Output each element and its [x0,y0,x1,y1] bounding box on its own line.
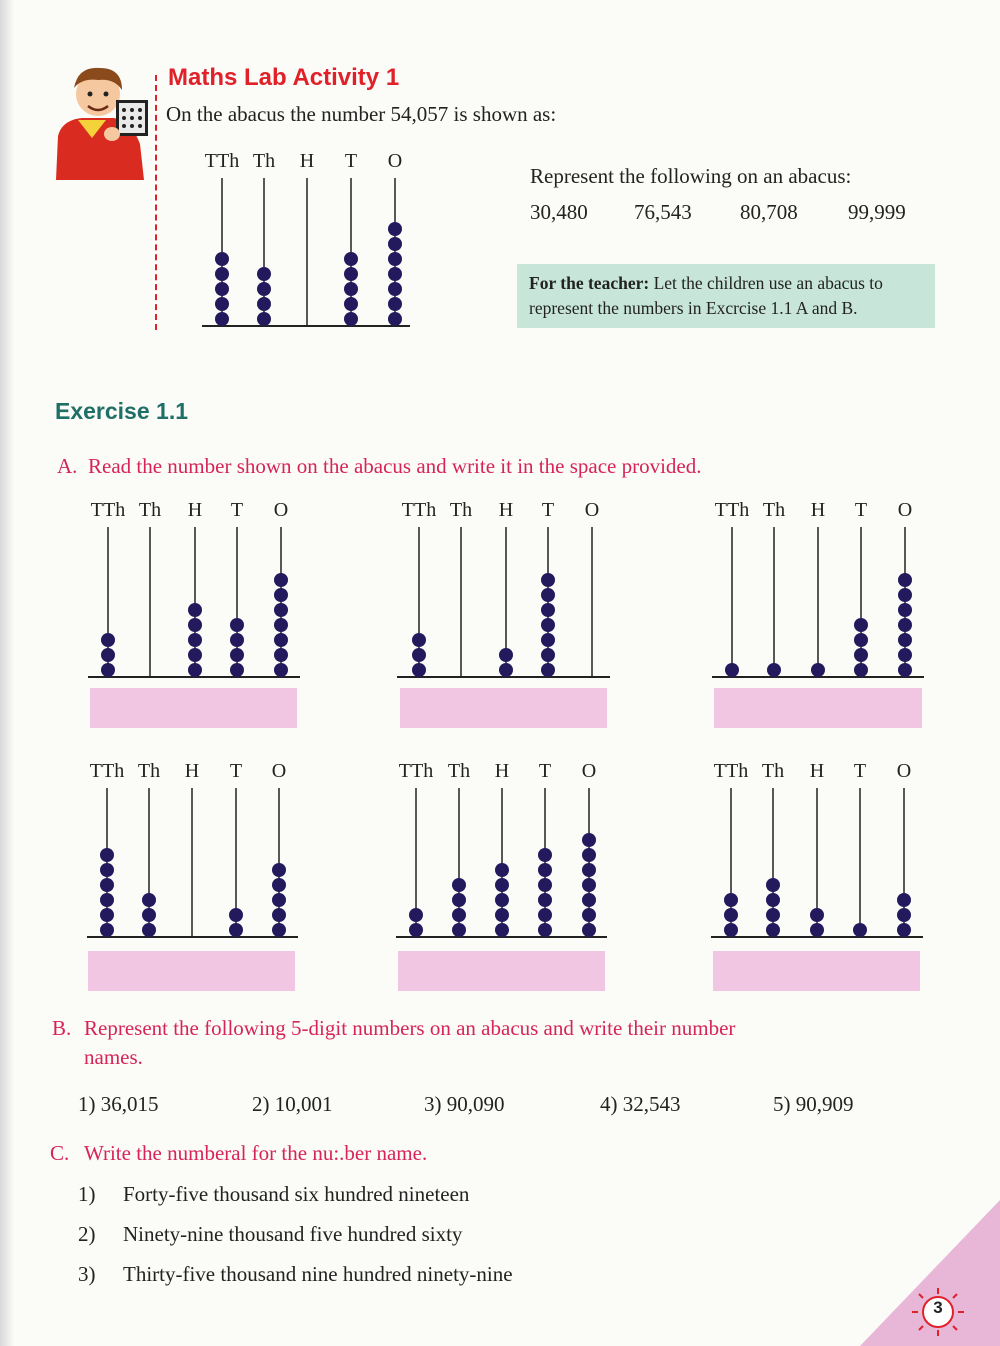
abacus-bead [215,312,229,326]
abacus-bead [452,923,466,937]
abacus-bead [854,633,868,647]
abacus-bead [582,908,596,922]
abacus-bead [582,863,596,877]
abacus-bead [274,618,288,632]
teacher-label: For the teacher: [529,273,650,293]
abacus-bead [388,282,402,296]
abacus-bead [274,648,288,662]
abacus-bead [100,908,114,922]
abacus-bead [541,633,555,647]
abacus-bead [142,893,156,907]
abacus-bead [854,648,868,662]
abacus-bead [215,252,229,266]
question-b-text-line1: Represent the following 5-digit numbers on an abacus and write their number [84,1016,736,1040]
abacus-bead [388,222,402,236]
teacher-note-box [517,264,935,328]
abacus-bead [495,878,509,892]
abacus-place-label: Th [447,760,471,782]
abacus-place-label: T [538,760,552,782]
answer-box-a6[interactable] [713,951,920,991]
abacus-bead [582,923,596,937]
abacus-bead [495,863,509,877]
abacus-bead [541,663,555,677]
abacus-bead [257,297,271,311]
abacus-place-label: T [230,499,244,521]
abacus-bead [495,908,509,922]
abacus-bead [100,893,114,907]
abacus-bead [100,878,114,892]
abacus-place-label: H [187,499,203,521]
abacus-bead [810,923,824,937]
abacus-bead [344,282,358,296]
answer-box-a5[interactable] [398,951,605,991]
abacus-bead [409,908,423,922]
abacus-bead [538,848,552,862]
abacus-bead [388,252,402,266]
abacus-bead [499,663,513,677]
abacus-bead [582,893,596,907]
abacus-place-label: H [498,499,514,521]
abacus-bead [897,923,911,937]
abacus-place-label: O [581,760,597,782]
abacus-bead [538,878,552,892]
abacus-bead [853,923,867,937]
abacus-bead [188,603,202,617]
abacus-bead [344,267,358,281]
abacus-bead [854,618,868,632]
abacus-bead [272,908,286,922]
abacus-bead [897,893,911,907]
abacus-bead [582,833,596,847]
abacus-bead [541,618,555,632]
abacus-place-label: Th [449,499,473,521]
abacus-place-label: TTh [714,499,750,521]
c-item-text: Forty-five thousand six hundred nineteen [123,1182,470,1206]
abacus-bead [582,848,596,862]
abacus-place-label: T [541,499,555,521]
abacus-bead [541,603,555,617]
abacus-bead [230,618,244,632]
abacus-bead [344,252,358,266]
abacus-bead [898,573,912,587]
answer-box-a2[interactable] [400,688,607,728]
represent-number: 80,708 [740,200,798,224]
abacus-place-label: T [344,150,358,172]
question-a-letter: A. [57,454,78,478]
abacus-bead [101,648,115,662]
abacus-place-label: TTh [89,760,125,782]
abacus-place-label: H [494,760,510,782]
b-item: 5) 90,909 [773,1092,854,1116]
abacus-place-label: T [853,760,867,782]
page-number: 3 [933,1298,943,1317]
abacus-bead [766,893,780,907]
abacus-place-label: H [184,760,200,782]
abacus-place-label: TTh [401,499,437,521]
abacus-bead [188,663,202,677]
page-gutter-shadow [0,0,14,1346]
exercise-title: Exercise 1.1 [55,398,189,424]
abacus-bead [724,908,738,922]
abacus-bead [230,648,244,662]
question-a-text: Read the number shown on the abacus and write it in the space provided. [88,454,702,478]
abacus-bead [898,663,912,677]
abacus-bead [898,648,912,662]
abacus-bead [100,848,114,862]
abacus-bead [101,663,115,677]
abacus-bead [538,908,552,922]
abacus-bead [257,312,271,326]
abacus-place-label: TTh [90,499,126,521]
abacus-bead [412,633,426,647]
abacus-bead [541,588,555,602]
abacus-bead [257,267,271,281]
abacus-bead [274,603,288,617]
abacus-place-label: O [271,760,287,782]
abacus-bead [766,923,780,937]
abacus-bead [100,923,114,937]
abacus-bead [272,923,286,937]
abacus-place-label: O [273,499,289,521]
abacus-bead [811,663,825,677]
abacus-bead [412,663,426,677]
abacus-place-label: Th [138,499,162,521]
c-item-text: Ninety-nine thousand five hundred sixty [123,1222,463,1246]
lab-title: Maths Lab Activity 1 [168,64,400,91]
b-item: 2) 10,001 [252,1092,333,1116]
abacus-bead [582,878,596,892]
abacus-bead [274,573,288,587]
question-c-text: Write the numberal for the nu:.ber name. [84,1141,428,1165]
abacus-bead [409,923,423,937]
question-b-text-line2: names. [84,1045,143,1069]
abacus-bead [898,633,912,647]
abacus-place-label: T [854,499,868,521]
abacus-bead [854,663,868,677]
abacus-bead [272,878,286,892]
abacus-bead [724,893,738,907]
abacus-bead [412,648,426,662]
abacus-bead [766,908,780,922]
abacus-bead [388,297,402,311]
abacus-place-label: Th [252,150,276,172]
abacus-bead [388,312,402,326]
abacus-bead [388,267,402,281]
abacus-bead [388,237,402,251]
question-b-letter: B. [52,1016,72,1040]
abacus-bead [272,863,286,877]
abacus-bead [229,908,243,922]
abacus-place-label: Th [762,499,786,521]
abacus-bead [452,908,466,922]
c-item-text: Thirty-five thousand nine hundred ninety-nine [123,1262,513,1286]
abacus-bead [188,633,202,647]
abacus-bead [274,663,288,677]
abacus-bead [767,663,781,677]
abacus-bead [495,923,509,937]
question-c-letter: C. [50,1141,70,1165]
abacus-bead [499,648,513,662]
abacus-bead [541,648,555,662]
abacus-bead [810,908,824,922]
abacus-bead [230,663,244,677]
abacus-bead [766,878,780,892]
abacus-bead [541,573,555,587]
abacus-place-label: H [810,499,826,521]
abacus-place-label: H [299,150,315,172]
abacus-bead [344,312,358,326]
c-item-number: 1) [78,1182,96,1206]
abacus-bead [344,297,358,311]
answer-box-a1[interactable] [90,688,297,728]
abacus-place-label: T [229,760,243,782]
abacus-place-label: O [896,760,912,782]
abacus-bead [897,908,911,922]
abacus-bead [452,893,466,907]
represent-number: 99,999 [848,200,906,224]
abacus-place-label: TTh [713,760,749,782]
c-item-number: 3) [78,1262,96,1286]
abacus-bead [725,663,739,677]
abacus-place-label: Th [137,760,161,782]
b-item: 3) 90,090 [424,1092,505,1116]
abacus-bead [142,908,156,922]
abacus-place-label: O [387,150,403,172]
abacus-bead [188,618,202,632]
b-item: 1) 36,015 [78,1092,159,1116]
abacus-bead [101,633,115,647]
abacus-bead [230,633,244,647]
abacus-bead [274,633,288,647]
abacus-bead [215,282,229,296]
represent-number: 76,543 [634,200,692,224]
abacus-bead [215,267,229,281]
abacus-bead [215,297,229,311]
abacus-bead [100,863,114,877]
dashed-divider [155,75,157,330]
answer-box-a4[interactable] [88,951,295,991]
abacus-place-label: Th [761,760,785,782]
abacus-bead [538,863,552,877]
c-item-number: 2) [78,1222,96,1246]
abacus-bead [452,878,466,892]
abacus-bead [142,923,156,937]
abacus-place-label: TTh [204,150,240,172]
abacus-bead [898,588,912,602]
abacus-bead [495,893,509,907]
abacus-place-label: TTh [398,760,434,782]
abacus-bead [188,648,202,662]
lab-intro: On the abacus the number 54,057 is shown as: [166,102,557,126]
abacus-place-label: O [584,499,600,521]
represent-number: 30,480 [530,200,588,224]
abacus-bead [274,588,288,602]
abacus-bead [898,603,912,617]
abacus-place-label: H [809,760,825,782]
teacher-note: Let the children use an abacus to represent the numbers in Excrcise 1.1 A and B. [529,273,883,318]
b-item: 4) 32,543 [600,1092,681,1116]
answer-box-a3[interactable] [714,688,922,728]
abacus-bead [257,282,271,296]
abacus-place-label: O [897,499,913,521]
abacus-bead [538,893,552,907]
abacus-bead [724,923,738,937]
abacus-bead [229,923,243,937]
abacus-bead [898,618,912,632]
abacus-bead [538,923,552,937]
abacus-bead [272,893,286,907]
boy-with-abacus-icon [48,58,160,182]
represent-label: Represent the following on an abacus: [530,164,852,188]
